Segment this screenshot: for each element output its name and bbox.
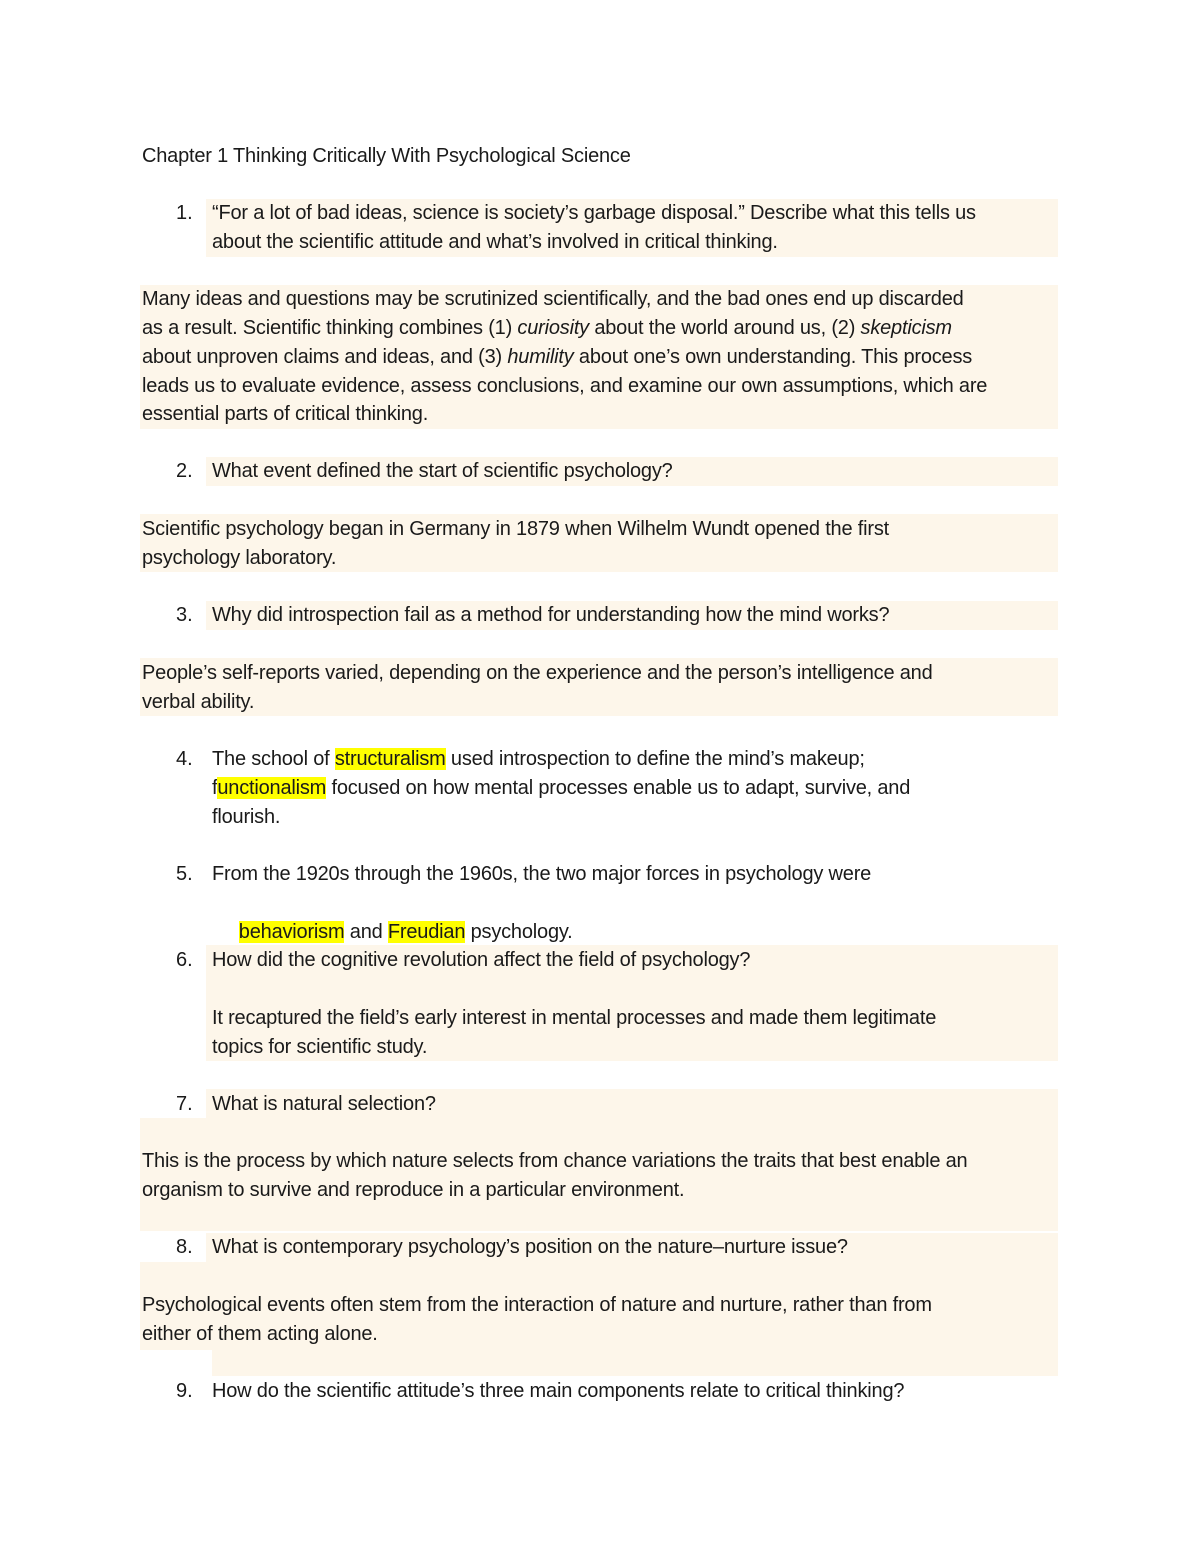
a1-line2-part1: as a result. Scientific thinking combines (1) <box>142 317 518 339</box>
q4-line2-part3: focused on how mental processes enable us to adapt, survive, and <box>326 777 911 799</box>
highlight-functionalism: unctionalism <box>217 777 327 799</box>
q9-text: How do the scientific attitude’s three main components relate to critical thinking? <box>212 1380 905 1402</box>
q6-answer-line1: It recaptured the field’s early interest in mental processes and made them legitimate <box>212 1007 937 1029</box>
q1-number: 1. <box>176 202 193 224</box>
highlight-structuralism: structuralism <box>334 748 446 770</box>
q4-line3: flourish. <box>212 806 281 828</box>
q5-number: 5. <box>176 863 193 885</box>
a7-line2: organism to survive and reproduce in a particular environment. <box>142 1179 685 1201</box>
a2-line2: psychology laboratory. <box>142 547 337 569</box>
a8-shade-tail <box>212 1348 1058 1376</box>
q4-line1 <box>212 745 865 774</box>
a2-line1: Scientific psychology began in Germany in 1879 when Wilhelm Wundt opened the first <box>142 518 889 540</box>
a1-line3-part3: about one’s own understanding. This process <box>573 346 973 368</box>
a8-line1: Psychological events often stem from the interaction of nature and nurture, rather than from <box>142 1294 932 1316</box>
a8-line2: either of them acting alone. <box>142 1323 378 1345</box>
q1-text-line1: “For a lot of bad ideas, science is society’s garbage disposal.” Describe what this tells us <box>212 202 976 224</box>
highlight-freudian: Freudian <box>387 921 466 943</box>
q8-text: What is contemporary psychology’s position on the nature–nurture issue? <box>212 1236 848 1258</box>
a1-line1: Many ideas and questions may be scrutinized scientifically, and the bad ones end up discarded <box>142 288 964 310</box>
a3-line2: verbal ability. <box>142 691 255 713</box>
a1-curiosity: curiosity <box>517 317 589 339</box>
q4-number: 4. <box>176 748 193 770</box>
q8-number: 8. <box>176 1236 193 1258</box>
q7-number: 7. <box>176 1093 193 1115</box>
q3-number: 3. <box>176 604 193 626</box>
q5-line2-end: psychology. <box>465 921 573 943</box>
q4-line1-part3: used introspection to define the mind’s makeup; <box>445 748 865 770</box>
q9-number: 9. <box>176 1380 193 1402</box>
q2-number: 2. <box>176 460 193 482</box>
q3-text: Why did introspection fail as a method for understanding how the mind works? <box>212 604 890 626</box>
a3-line1: People’s self-reports varied, depending on the experience and the person’s intelligence and <box>142 662 933 684</box>
q2-text: What event defined the start of scientific psychology? <box>212 460 673 482</box>
q6-number: 6. <box>176 949 193 971</box>
a1-line4: leads us to evaluate evidence, assess conclusions, and examine our own assumptions, which are <box>142 375 988 397</box>
q6-answer-line2: topics for scientific study. <box>212 1036 428 1058</box>
q6-text: How did the cognitive revolution affect the field of psychology? <box>212 949 751 971</box>
a1-skepticism: skepticism <box>860 317 952 339</box>
q5-line2-space <box>233 921 238 943</box>
q7-text: What is natural selection? <box>212 1093 436 1115</box>
document-title: Chapter 1 Thinking Critically With Psychological Science <box>142 145 631 167</box>
a1-line2-part3: about the world around us, (2) <box>588 317 861 339</box>
q4-line2 <box>212 774 910 803</box>
a1-humility: humility <box>507 346 574 368</box>
q1-text-line2: about the scientific attitude and what’s involved in critical thinking. <box>212 231 778 253</box>
a1-line5: essential parts of critical thinking. <box>142 403 429 425</box>
q5-line2-and: and <box>344 921 388 943</box>
q4-line2-part1: f <box>212 777 218 799</box>
a1-line2 <box>142 314 952 343</box>
q4-line1-part1: The school of <box>212 748 335 770</box>
q5-line1: From the 1920s through the 1960s, the two major forces in psychology were <box>212 863 872 885</box>
a1-line3 <box>142 343 972 372</box>
a1-line3-part1: about unproven claims and ideas, and (3) <box>142 346 508 368</box>
highlight-behaviorism: behaviorism <box>238 921 345 943</box>
a7-line1: This is the process by which nature selects from chance variations the traits that best enable an <box>142 1150 968 1172</box>
